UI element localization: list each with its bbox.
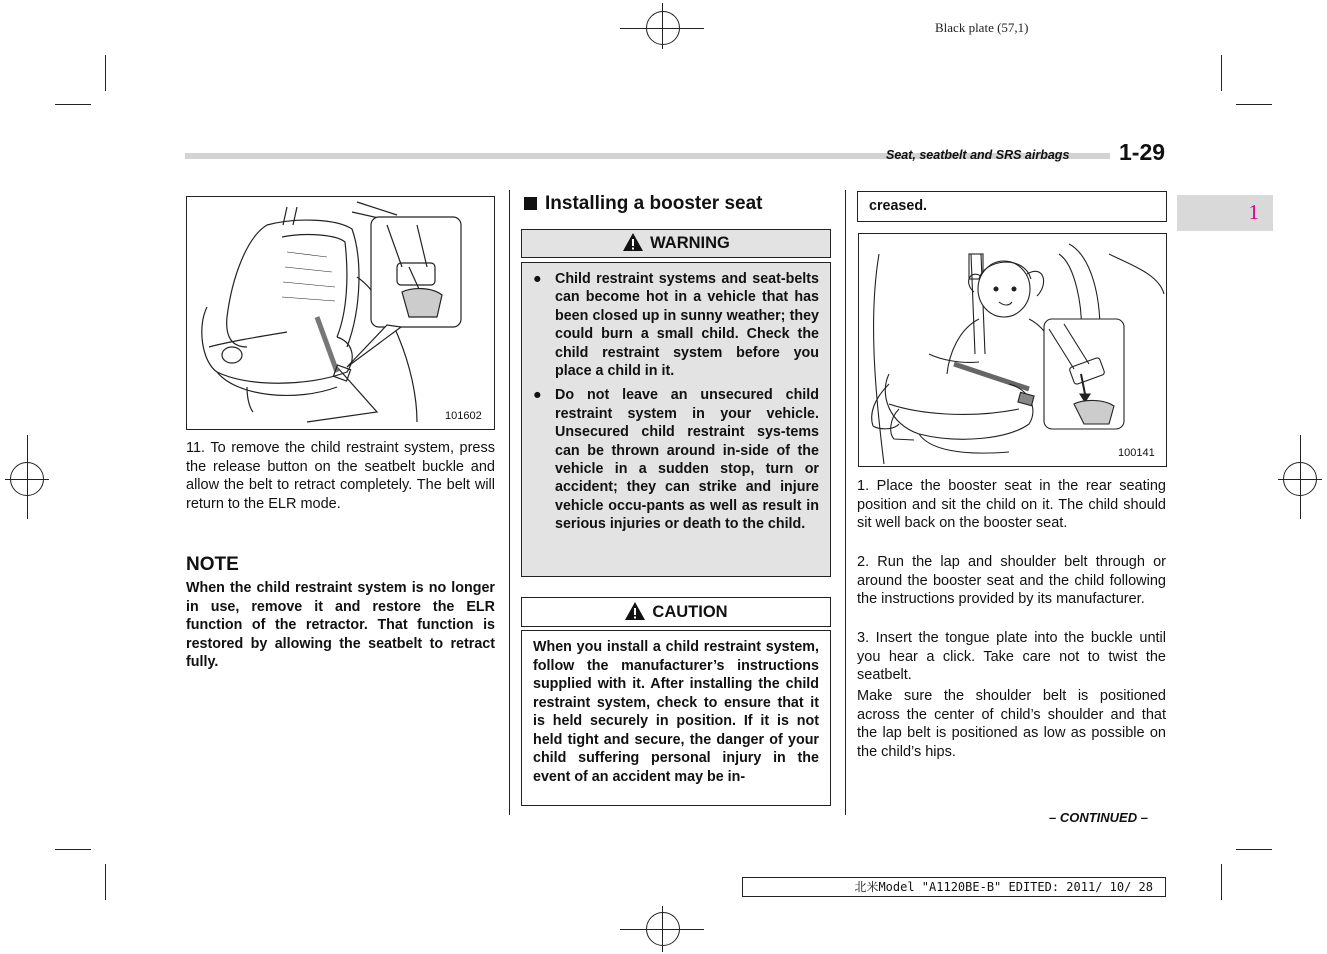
caution-continued-text: creased. [869,198,928,214]
page-number: 1-29 [1119,139,1166,165]
booster-seat-illustration [858,233,1167,467]
chapter-tab [1177,195,1273,231]
plate-label: Black plate (57,1) [935,20,1029,35]
section-heading [524,193,763,215]
caution-body [521,630,831,806]
continued-label: – CONTINUED – [1049,810,1148,825]
crop-mark [1221,864,1222,900]
warning-item-text: Child restraint systems and seat-belts can become hot in a vehicle that has been closed up in sunny weather; they could burn a small child. Check the child restraint system before you place a child in it. [555,271,819,380]
warning-label: WARNING [650,234,730,252]
warning-item [533,270,819,380]
crop-mark [105,55,106,91]
note-text: When the child restraint system is no longer in use, remove it and restore the ELR function of the retractor. That function is restored by allowing the seatbelt to retract fully. [186,580,495,670]
edit-stamp: 北米Model "A1120BE-B" EDITED: 2011/ 10/ 28 [742,877,1166,897]
step-3-text: 3. Insert the tongue plate into the buckle until you hear a click. Take care not to twist the seatbelt. [857,630,1166,683]
step-11-text: 11. To remove the child restraint system, press the release button on the seatbelt buckle and allow the belt to retract completely. The belt will return to the ELR mode. [186,440,495,512]
registration-mark [27,435,28,519]
warning-header [521,229,831,258]
note-heading: NOTE [186,554,239,575]
crop-mark [55,104,91,105]
column-divider [845,190,846,815]
warning-item [533,386,819,533]
warning-body [521,262,831,577]
child-seat-illustration [186,196,495,430]
section-square-icon [524,197,537,210]
booster-seat-drawing [859,234,1166,466]
crop-mark [1221,55,1222,91]
figure-code: 101602 [445,410,482,422]
registration-mark [662,906,663,952]
crop-mark [55,849,91,850]
caution-continued-box [857,191,1167,222]
caution-text: When you install a child restraint system, follow the manufacturer’s instructions supplied with it. After installing the child restraint system, check to ensure that it is held securely in position. If it is not held tight and secure, the danger of your child suffering personal injury in the event of an accident may be in- [533,639,819,785]
bullet-icon: ● [533,387,542,404]
section-header: Seat, seatbelt and SRS airbags [886,148,1070,162]
step-1-text: 1. Place the booster seat in the rear seating position and sit the child on it. The child should sit well back on the booster seat. [857,478,1166,531]
warning-item-text: Do not leave an unsecured child restraint system in your vehicle. Unsecured child restraint sys-tems can be thrown around in-side of the vehicle in a sudden stop, turn or accident; they can strike and injure vehicle occu-pants as well as result in serious injuries or death to the child. [555,387,819,533]
chapter-tab-number: 1 [1248,200,1259,224]
warning-triangle-icon [622,232,644,252]
section-heading-text: Installing a booster seat [545,193,763,214]
child-seat-drawing [187,197,494,429]
step-3-detail-text: Make sure the shoulder belt is positioned across the center of child’s shoulder and that the lap belt is positioned as low as possible on the child’s hips. [857,688,1166,760]
caution-header [521,597,831,627]
bullet-icon: ● [533,271,542,287]
crop-mark [105,864,106,900]
figure-code: 100141 [1118,447,1155,459]
step-2-text: 2. Run the lap and shoulder belt through or around the booster seat and the child following the instructions provided by its manufacturer. [857,554,1166,607]
column-divider [509,190,510,815]
caution-label: CAUTION [652,603,728,621]
registration-mark [1300,435,1301,519]
crop-mark [1236,104,1272,105]
registration-mark [662,3,663,49]
crop-mark [1236,849,1272,850]
caution-triangle-icon [624,601,646,621]
